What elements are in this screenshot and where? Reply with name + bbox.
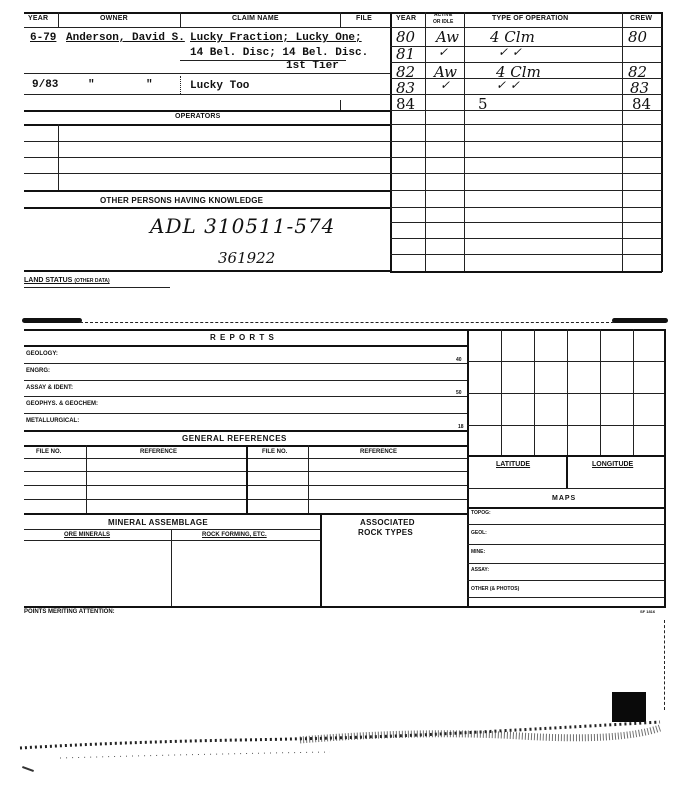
scan-noise-band bbox=[0, 700, 678, 770]
activity-header-crew: CREW bbox=[630, 15, 653, 22]
claim-row-1-claim-line-3: 1st Tier bbox=[286, 60, 339, 72]
gen-ref-header-file-no-2: FILE NO. bbox=[262, 449, 288, 455]
gen-ref-header-file-no-1: FILE NO. bbox=[36, 449, 62, 455]
scan-smudge-left bbox=[22, 318, 82, 323]
claim-row-1-year: 6-79 bbox=[30, 32, 57, 44]
gen-ref-header-reference-1: REFERENCE bbox=[140, 449, 178, 455]
activity-row-3-year: 82 bbox=[396, 63, 416, 81]
activity-row-5-crew: 84 bbox=[632, 95, 652, 113]
maps-assay: ASSAY: bbox=[471, 567, 490, 573]
activity-row-4-year: 83 bbox=[396, 79, 416, 97]
activity-row-1-operation: 4 Clm bbox=[490, 28, 535, 46]
report-label-geophys: GEOPHYS. & GEOCHEM: bbox=[26, 401, 99, 407]
report-num-metallurgical: 18 bbox=[458, 424, 464, 430]
activity-row-4-crew: 83 bbox=[630, 79, 650, 97]
report-label-assay: ASSAY & IDENT: bbox=[26, 385, 74, 391]
claim-row-1-claim-line-2: 14 Bel. Disc; 14 Bel. Disc. bbox=[190, 47, 369, 59]
claim-row-1-owner: Anderson, David S. bbox=[66, 32, 185, 44]
claims-header-file: FILE bbox=[356, 15, 372, 22]
land-status-sublabel: (OTHER DATA) bbox=[74, 278, 110, 284]
report-num-geology: 40 bbox=[456, 357, 462, 363]
rock-forming-header: ROCK FORMING, ETC. bbox=[202, 532, 267, 538]
activity-row-3-operation: 4 Clm bbox=[496, 63, 541, 81]
claim-row-2-claim-line-1: Lucky Too bbox=[190, 80, 250, 92]
activity-row-2-status: ✓ bbox=[438, 45, 449, 59]
scan-smudge-right bbox=[612, 318, 668, 323]
activity-row-2-year: 81 bbox=[396, 45, 416, 63]
activity-row-1-crew: 80 bbox=[628, 28, 648, 46]
gen-ref-header-reference-2: REFERENCE bbox=[360, 449, 398, 455]
land-status-title bbox=[24, 277, 110, 284]
form-number: SF 1816 bbox=[640, 609, 656, 614]
activity-row-2-operation: ✓ ✓ bbox=[498, 45, 522, 59]
claim-row-2-owner-ditto-2: " bbox=[146, 79, 153, 91]
claim-row-1-claim-line-1: Lucky Fraction; Lucky One; bbox=[190, 32, 362, 44]
activity-row-4-status: ✓ bbox=[440, 78, 451, 92]
other-persons-title: OTHER PERSONS HAVING KNOWLEDGE bbox=[100, 196, 264, 205]
associated-rock-types-line-2: ROCK TYPES bbox=[358, 528, 414, 537]
activity-row-5-year: 84 bbox=[396, 95, 416, 113]
operators-title: OPERATORS bbox=[175, 113, 221, 120]
associated-rock-types-line-1: ASSOCIATED bbox=[360, 518, 415, 527]
activity-row-1-status: Aw bbox=[436, 28, 459, 46]
ore-minerals-header: ORE MINERALS bbox=[64, 532, 111, 538]
claim-row-2-year: 9/83 bbox=[32, 79, 59, 91]
land-status-label: LAND STATUS bbox=[24, 277, 73, 284]
claims-header-year: YEAR bbox=[28, 15, 49, 22]
points-meriting-title: POINTS MERITING ATTENTION: bbox=[24, 609, 115, 615]
maps-geol: GEOL: bbox=[471, 530, 487, 536]
maps-title: MAPS bbox=[552, 495, 577, 502]
claim-row-2-owner-ditto-1: " bbox=[88, 79, 95, 91]
activity-header-active: ACTIVE bbox=[434, 12, 453, 18]
activity-header-year: YEAR bbox=[396, 15, 417, 22]
maps-mine: MINE: bbox=[471, 549, 486, 555]
general-references-title: GENERAL REFERENCES bbox=[182, 434, 287, 443]
latitude-label: LATITUDE bbox=[496, 461, 531, 468]
activity-row-4-operation: ✓ ✓ bbox=[496, 78, 520, 92]
handwritten-serial-number: 361922 bbox=[218, 249, 276, 267]
report-num-assay: 50 bbox=[456, 390, 462, 396]
activity-row-5-operation: 5 bbox=[478, 95, 488, 113]
maps-topog: TOPOG: bbox=[471, 510, 491, 516]
claims-header-owner: OWNER bbox=[100, 15, 128, 22]
activity-row-1-year: 80 bbox=[396, 28, 416, 46]
report-label-geology: GEOLOGY: bbox=[26, 351, 58, 357]
reports-title: R E P O R T S bbox=[210, 333, 275, 342]
report-label-metallurgical: METALLURGICAL: bbox=[26, 418, 80, 424]
activity-row-3-status: Aw bbox=[434, 63, 457, 81]
claims-header-claim-name: CLAIM NAME bbox=[232, 15, 279, 22]
maps-other-photos: OTHER (& PHOTOS) bbox=[471, 586, 520, 592]
activity-row-3-crew: 82 bbox=[628, 63, 648, 81]
activity-header-type-of-operation: TYPE OF OPERATION bbox=[492, 15, 569, 22]
handwritten-adl-number: ADL 310511-574 bbox=[150, 214, 336, 238]
report-label-engrg: ENGRG: bbox=[26, 368, 50, 374]
activity-header-or-idle: OR IDLE bbox=[433, 19, 454, 25]
longitude-label: LONGITUDE bbox=[592, 461, 634, 468]
mineral-assemblage-title: MINERAL ASSEMBLAGE bbox=[108, 518, 209, 527]
